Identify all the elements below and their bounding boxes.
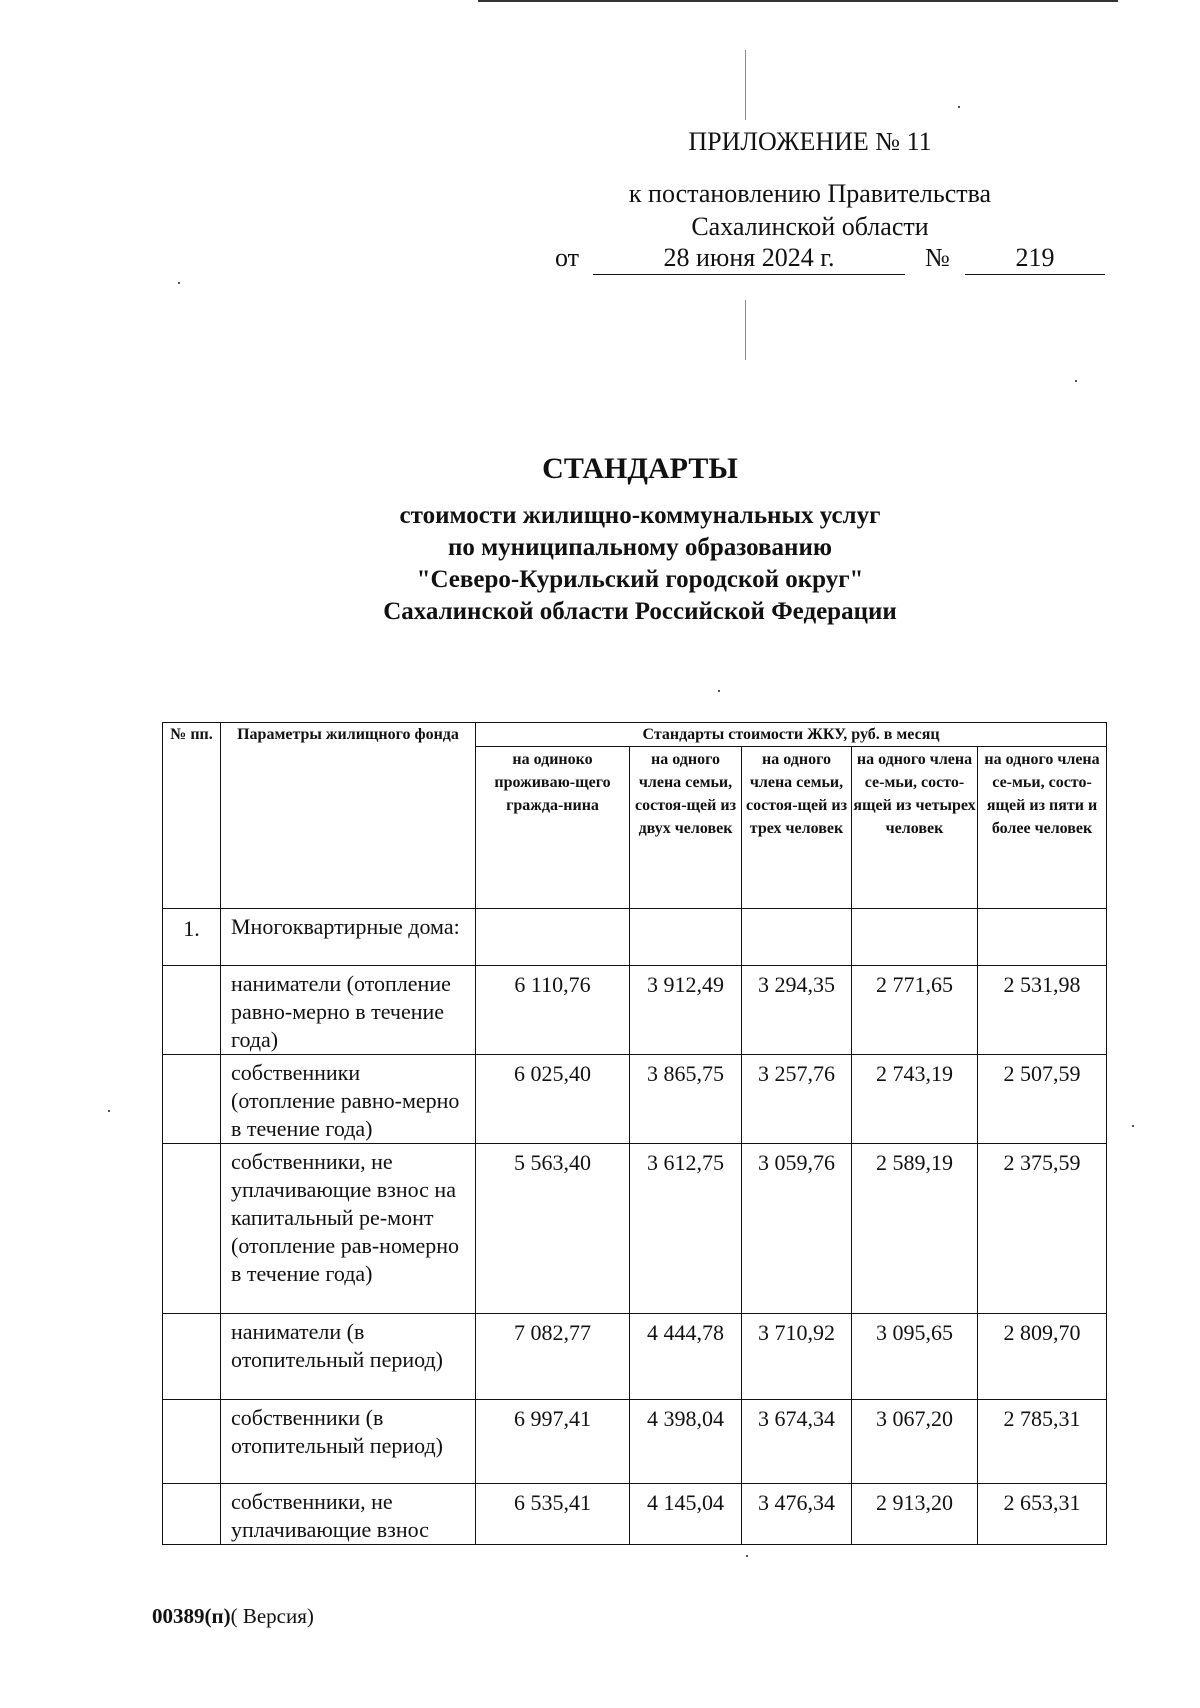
row-value: 2 507,59 <box>978 1055 1107 1144</box>
document-footer <box>152 1604 314 1629</box>
row-value: 4 145,04 <box>630 1484 742 1545</box>
standards-table <box>162 722 1107 1545</box>
row-label: собственники, не уплачивающие взнос <box>221 1484 476 1545</box>
row-value: 3 059,76 <box>742 1144 852 1314</box>
row-value: 2 653,31 <box>978 1484 1107 1545</box>
row-value: 2 589,19 <box>852 1144 978 1314</box>
row-value: 4 444,78 <box>630 1314 742 1400</box>
row-value: 3 912,49 <box>630 966 742 1055</box>
document-title: СТАНДАРТЫ <box>542 452 738 485</box>
row-value: 7 082,77 <box>476 1314 630 1400</box>
table-row <box>163 1314 1107 1400</box>
col-group-header: Стандарты стоимости ЖКУ, руб. в месяц <box>476 723 1107 747</box>
resolution-date-line <box>555 243 1105 277</box>
scan-artifact <box>1132 1125 1134 1127</box>
footer-version: ( Версия) <box>230 1604 314 1628</box>
appendix-title: ПРИЛОЖЕНИЕ № 11 <box>688 127 932 156</box>
row-value: 3 612,75 <box>630 1144 742 1314</box>
col-num-header: № пп. <box>163 723 221 909</box>
row-value: 2 531,98 <box>978 966 1107 1055</box>
scan-artifact <box>958 106 960 108</box>
row-value: 5 563,40 <box>476 1144 630 1314</box>
row-value: 3 257,76 <box>742 1055 852 1144</box>
table-row <box>163 966 1107 1055</box>
row-value: 3 476,34 <box>742 1484 852 1545</box>
row-label: наниматели (в отопительный период) <box>221 1314 476 1400</box>
row-value: 4 398,04 <box>630 1400 742 1484</box>
subtitle-line: стоимости жилищно-коммунальных услуг <box>399 502 881 529</box>
col-sub-header: на одного члена се-мьи, состо-ящей из четырех человек <box>852 747 978 909</box>
section-number: 1. <box>163 909 221 966</box>
scan-artifact <box>1075 380 1077 382</box>
footer-code: 00389(п) <box>152 1604 231 1628</box>
row-value: 3 095,65 <box>852 1314 978 1400</box>
scan-artifact <box>746 1555 748 1557</box>
row-label: собственники (отопление равно-мерно в течение года) <box>221 1055 476 1144</box>
row-label: наниматели (отопление равно-мерно в течение года) <box>221 966 476 1055</box>
row-value: 3 674,34 <box>742 1400 852 1484</box>
table-row <box>163 909 1107 966</box>
resolution-number: 219 <box>965 243 1105 275</box>
row-value: 2 743,19 <box>852 1055 978 1144</box>
row-value: 6 535,41 <box>476 1484 630 1545</box>
appendix-region: Сахалинской области <box>691 212 929 241</box>
scan-artifact <box>745 50 746 120</box>
row-value: 6 025,40 <box>476 1055 630 1144</box>
section-label: Многоквартирные дома: <box>221 909 476 966</box>
table-row <box>163 1400 1107 1484</box>
scan-top-edge <box>478 0 1118 2</box>
row-value: 2 375,59 <box>978 1144 1107 1314</box>
table-row <box>163 1484 1107 1545</box>
document-subtitle <box>0 500 1200 628</box>
row-value: 2 771,65 <box>852 966 978 1055</box>
scan-artifact <box>718 690 720 692</box>
row-value: 2 785,31 <box>978 1400 1107 1484</box>
resolution-date: 28 июня 2024 г. <box>593 243 905 275</box>
row-value: 2 913,20 <box>852 1484 978 1545</box>
subtitle-line: Сахалинской области Российской Федерации <box>383 598 897 625</box>
scan-artifact <box>178 282 180 284</box>
table-row <box>163 1144 1107 1314</box>
subtitle-line: "Северо-Курильский городской округ" <box>416 566 864 593</box>
col-sub-header: на одного члена се-мьи, состо-ящей из пяти и более человек <box>978 747 1107 909</box>
table-row <box>163 1055 1107 1144</box>
number-label: № <box>925 243 950 272</box>
col-params-header: Параметры жилищного фонда <box>221 723 476 909</box>
scan-artifact <box>745 300 746 360</box>
col-sub-header: на одиноко проживаю-щего гражда-нина <box>476 747 630 909</box>
row-value: 2 809,70 <box>978 1314 1107 1400</box>
row-value: 6 997,41 <box>476 1400 630 1484</box>
from-label: от <box>555 243 580 272</box>
row-value: 3 865,75 <box>630 1055 742 1144</box>
row-value: 3 710,92 <box>742 1314 852 1400</box>
col-sub-header: на одного члена семьи, состоя-щей из трех человек <box>742 747 852 909</box>
subtitle-line: по муниципальному образованию <box>448 534 832 561</box>
row-label: собственники, не уплачивающие взнос на капитальный ре-монт (отопление рав-номерно в течение года) <box>221 1144 476 1314</box>
row-label: собственники (в отопительный период) <box>221 1400 476 1484</box>
col-sub-header: на одного члена семьи, состоя-щей из двух человек <box>630 747 742 909</box>
appendix-reference: к постановлению Правительства <box>628 179 992 208</box>
row-value: 3 294,35 <box>742 966 852 1055</box>
row-value: 3 067,20 <box>852 1400 978 1484</box>
row-value: 6 110,76 <box>476 966 630 1055</box>
scan-artifact <box>108 1110 110 1112</box>
